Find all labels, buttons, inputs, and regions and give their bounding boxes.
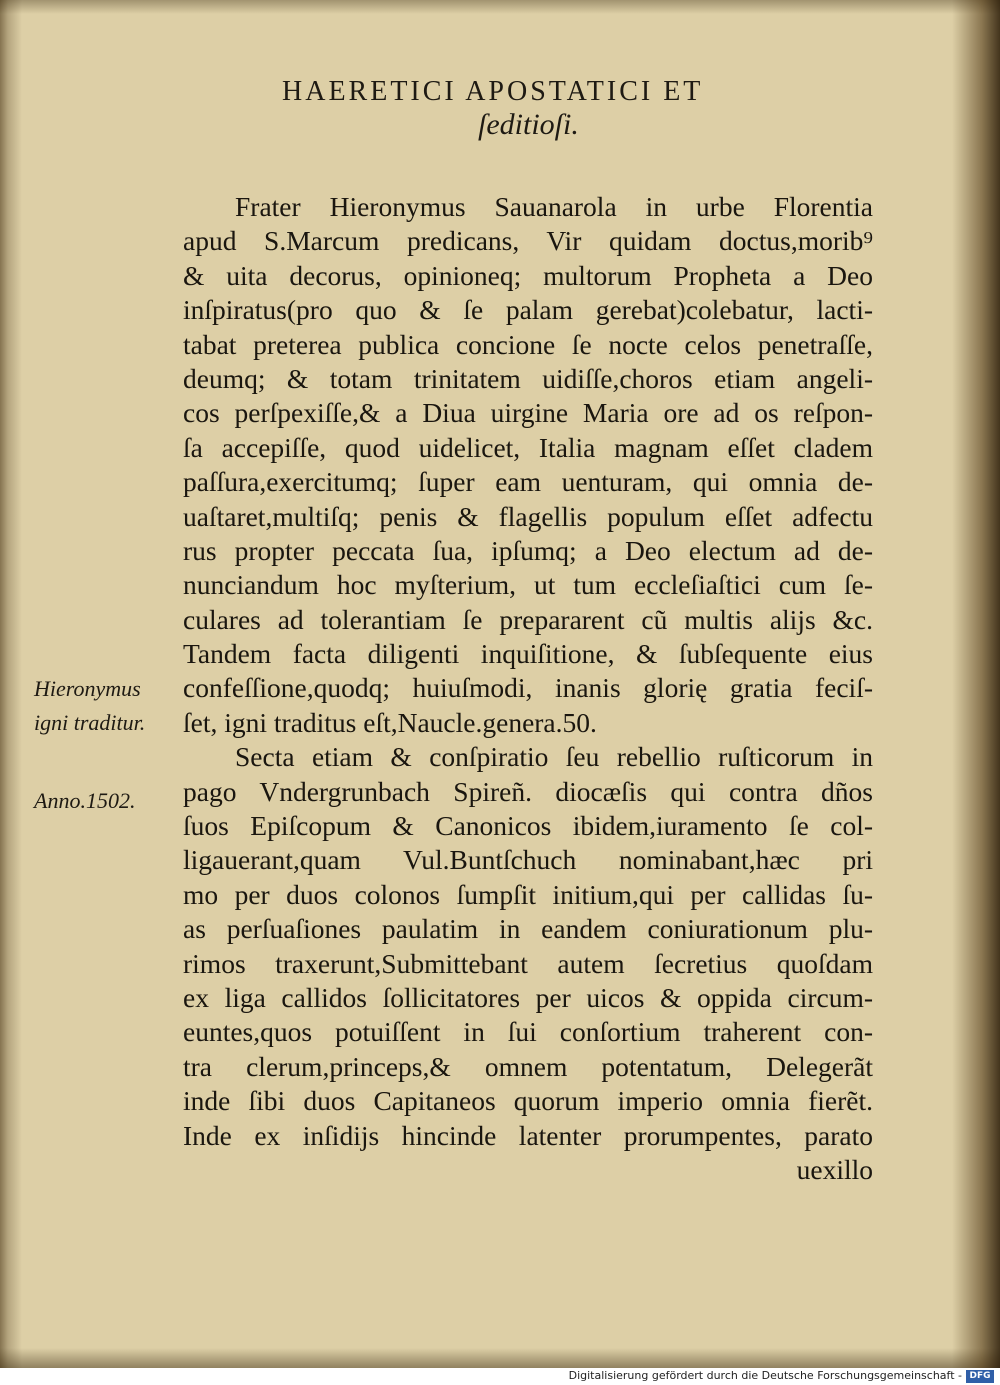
text-line: cos perſpexiſſe,& a Diua uirgine Maria ore ad os reſpon- [183, 397, 873, 429]
text-line: tabat preterea publica concione ſe nocte celos penetraſſe, [183, 328, 873, 360]
text-line: inde ſibi duos Capitaneos quorum imperio omnia fierẽt. [183, 1085, 873, 1117]
text-line: euntes,quos potuiſſent in ſui conſortium traherent con- [183, 1016, 873, 1048]
body-text [183, 190, 873, 1187]
text-line: ſet, igni traditus eſt,Naucle.genera.50. [183, 706, 597, 738]
text-line: Tandem facta diligenti inquiſitione, & ſubſequente eius [183, 638, 873, 670]
text-line: ligauerant,quam Vul.Buntſchuch nominabant,hæc pri [183, 844, 873, 876]
running-head: HAERETICI APOSTATICI ET [282, 76, 704, 107]
text-line: & uita decorus, opinioneq; multorum Propheta a Deo [183, 259, 873, 291]
text-line: Secta etiam & conſpiratio ſeu rebellio ruſticorum in [235, 741, 873, 773]
text-line: Frater Hieronymus Sauanarola in urbe Florentia [235, 191, 873, 222]
text-line: rimos traxerunt,Submittebant autem ſecretius quoſdam [183, 947, 873, 979]
text-line: confeſſione,quodq; huiuſmodi, inanis glorię gratia feciſ- [183, 672, 873, 704]
text-line: ſuos Epiſcopum & Canonicos ibidem,iuramento ſe col- [183, 810, 873, 842]
margin-note-line: Hieronymus [34, 676, 141, 701]
margin-note-year: Anno.1502. [34, 788, 136, 813]
dfg-logo: DFG [966, 1370, 994, 1383]
text-line: paſſura,exercitumq; ſuper eam uenturam, qui omnia de- [183, 466, 873, 498]
margin-note-hieronymus [34, 672, 145, 740]
text-line: mo per duos colonos ſumpſit initium,qui per callidas ſu- [183, 878, 873, 910]
text-line: culares ad tolerantiam ſe prepararent cũ multis alijs &c. [183, 603, 873, 635]
text-line: deumq; & totam trinitatem uidiſſe,choros etiam angeli- [183, 362, 873, 394]
text-line: as perſuaſiones paulatim in eandem coniurationum plu- [183, 913, 873, 945]
text-line: Inde ex inſidijs hincinde latenter prorumpentes, parato [183, 1119, 873, 1151]
text-line: ex liga callidos ſollicitatores per uicos & oppida circum- [183, 981, 873, 1013]
margin-note-line: igni traditur. [34, 710, 146, 735]
text-line: inſpiratus(pro quo & ſe palam gerebat)colebatur, lacti- [183, 294, 873, 326]
footer-bar [0, 1368, 1000, 1385]
text-line: ſa accepiſſe, quod uidelicet, Italia magnam eſſet cladem [183, 431, 873, 463]
text-line: tra clerum,princeps,& omnem potentatum, Delegerãt [183, 1050, 873, 1082]
text-line: uaſtaret,multiſq; penis & flagellis populum eſſet adfectu [183, 500, 873, 532]
text-line: nunciandum hoc myſterium, ut tum eccleſiaſtici cum ſe- [183, 569, 873, 601]
catchword: uexillo [796, 1153, 873, 1185]
text-line: pago Vndergrunbach Spireñ. diocæſis qui contra dños [183, 775, 873, 807]
text-line: apud S.Marcum predicans, Vir quidam doctus,morib⁹ [183, 225, 873, 257]
funding-notice: Digitalisierung gefördert durch die Deutsche Forschungsgemeinschaft - [568, 1369, 962, 1382]
text-line: rus propter peccata ſua, ipſumq; a Deo electum ad de- [183, 534, 873, 566]
running-head-continued: ſeditioſi. [478, 108, 579, 141]
